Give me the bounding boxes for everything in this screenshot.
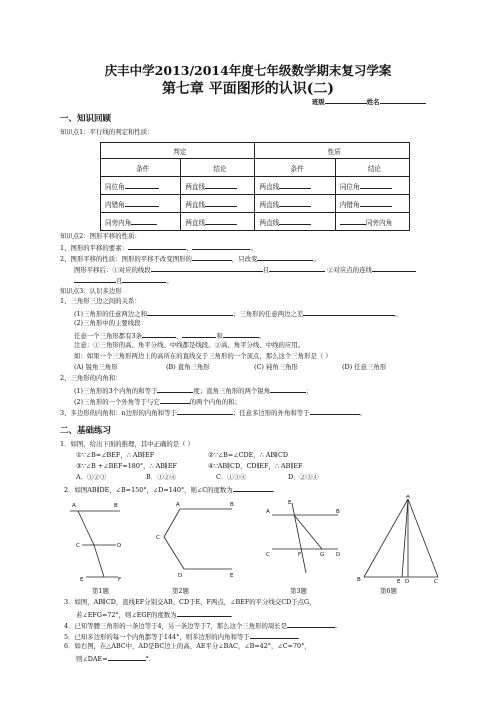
svg-text:B: B <box>230 502 234 508</box>
table-cell: 两直线 <box>259 218 280 227</box>
chapter-title: 第七章 平面图形的认识(二) <box>161 81 335 97</box>
kp3-line-polygon: 3、多边形的内角和：n边形的内角和等于 ；任意多边形的外角和等于 。 <box>60 409 366 417</box>
kp2-line-3: 图形平移后：①对应的线段 且 ②对应点的连线 <box>74 264 416 275</box>
kp2-line-4: 且 。 <box>74 275 173 286</box>
table-cell: 两直线 <box>185 218 206 227</box>
kp3-heading: 知识点3：认识多边形 <box>60 287 122 295</box>
table-cell: 同位角 <box>339 182 360 191</box>
svg-text:E: E <box>397 579 401 585</box>
svg-text:D: D <box>405 579 410 585</box>
svg-text:A: A <box>176 502 180 508</box>
kp3-line-2: (1)三角形的任意两边之和 ；三角形的任意两边之差 。 <box>74 310 402 318</box>
table-row <box>101 195 410 213</box>
svg-text:B: B <box>114 503 118 509</box>
exercise-3: 3．如图，AB∥CD，直线EF分别交AB、CD于E、F两点，∠BEF的平分线交CD于点G， <box>64 598 316 606</box>
svg-text:E: E <box>80 577 84 583</box>
figure-6 <box>357 495 438 585</box>
kp2-heading: 知识点2：图形平移的性质： <box>60 232 141 240</box>
table-cell: 同旁内角 <box>105 218 132 227</box>
exercise-1-items-a: ①∵∠B=∠BEF，∴ AB∥EF ②∵∠B=∠CDE，∴ AB∥CD <box>76 451 288 459</box>
svg-text:C: C <box>156 535 160 541</box>
figure-3 <box>266 500 340 573</box>
svg-text:A: A <box>266 509 270 515</box>
table-row <box>101 213 410 231</box>
table-sub-condition: 条件 <box>101 159 181 177</box>
exercise-1-choices: A．①②③ B．①②④ C．①③④ D．②③④ <box>76 473 319 481</box>
figure-2 <box>156 502 234 579</box>
kp1-heading: 知识点1：平行线的判定和性质： <box>60 128 154 136</box>
kp3-line-angle-sum: (1)三角形的3个内角的和等于 度；直角三角形的两个锐角 ； <box>74 387 313 395</box>
svg-text:D: D <box>117 543 122 549</box>
figure-1 <box>70 503 121 583</box>
kp3-line-4: 任意一个三角形都有3条 、 和 。 <box>74 332 266 340</box>
svg-text:C: C <box>76 543 80 549</box>
table-cell: 两直线 <box>185 182 206 191</box>
table-head-judge: 判定 <box>101 143 255 159</box>
kp3-note: 注意：①三角形的高、角平分线、中线都是线段。②高、角平分线、中线的应用。 <box>74 341 305 349</box>
exercise-1-items-b: ③∵∠B +∠BEF=180°，∴ AB∥EF ④∵AB∥CD，CD∥EF，∴ AB∥EF <box>76 462 303 470</box>
exercise-6-cont: 则∠DAE= °. <box>76 655 151 663</box>
svg-text:E: E <box>230 573 234 579</box>
exercise-3-cont: 若∠EFG=72°，则∠EGF的度数为 . <box>76 611 233 619</box>
svg-text:B: B <box>357 577 361 583</box>
class-name-line <box>312 96 426 107</box>
page-title: 庆丰中学2013/2014年度七年级数学期末复习学案 <box>104 63 392 78</box>
exercise-4: 4．已知等腰三角形的一条边等于4，另一条边等于7，那么这个三角形的周长是 . <box>64 622 338 630</box>
table-cell: 内错角 <box>339 200 360 209</box>
name-label: 姓名 <box>366 98 380 106</box>
kp3-line-exterior: (2)三角形的一个外角等于与它 的两个内角的和； <box>74 398 241 406</box>
table-cell: 两直线 <box>259 182 280 191</box>
kp2-line-1: 1、图形的平移的要素： 、 。 <box>60 244 257 252</box>
section-basic-practice: 二、基础练习 <box>60 426 112 436</box>
table-cell: 两直线 <box>259 200 280 209</box>
kp3-example: 如：如果一个三角形两边上的高所在的直线交于三角形的一个顶点，那么这个三角形是（ ） <box>74 352 332 360</box>
kp3-options: (A) 锐角三角形 (B) 直角三角形 (C) 钝角三角形 (D) 任意三角形 <box>74 363 387 371</box>
table-cell: 两直线 <box>185 200 206 209</box>
svg-text:C: C <box>434 579 438 585</box>
kp2-line-2: 2、图形平移的性质：图形的平移不改变图形的 ，只改变 。 <box>60 255 320 263</box>
table-row <box>101 177 410 195</box>
class-label: 班级 <box>312 98 325 106</box>
exercise-5: 5．已知多边形的每一个内角都等于144°，则多边形的内角和等于 . <box>64 633 300 641</box>
figures-row <box>60 495 440 587</box>
figure-captions: 第1题 第2题 第3题 第6题 <box>92 587 397 595</box>
svg-text:F: F <box>118 577 122 583</box>
parallel-lines-table <box>100 142 410 231</box>
table-head-property: 性质 <box>255 143 410 159</box>
table-sub-conclusion: 结论 <box>181 159 255 177</box>
exercise-2: 2．如图AB∥DE，∠B=150°，∠D=140°，则∠C的度数为 . <box>64 486 275 494</box>
svg-text:A: A <box>406 495 410 500</box>
kp3-line-angles: 2、三角形的内角和： <box>60 374 122 382</box>
svg-text:B: B <box>336 509 340 515</box>
table-cell: 同位角 <box>105 182 125 191</box>
table-cell: 同旁内角 <box>365 218 393 227</box>
kp3-line-1: 1、三角形三边之间的关系： <box>60 297 141 305</box>
table-sub-condition: 条件 <box>255 159 335 177</box>
exercise-6: 6．如右图，在△ABC中，AD是BC边上的高，AE平分∠BAC，∠B=42°，∠C=70°， <box>64 642 311 650</box>
svg-text:D: D <box>336 552 341 558</box>
svg-text:F: F <box>298 552 302 558</box>
svg-text:A: A <box>72 503 76 509</box>
kp3-line-3: (2)三角形中的主要线段： <box>74 319 147 327</box>
table-cell: 内错角 <box>105 200 125 209</box>
exercise-1: 1．如图，给出下面的推理，其中正确的是（ ） <box>60 440 194 448</box>
svg-text:D: D <box>178 573 183 579</box>
svg-text:G: G <box>320 552 325 558</box>
table-sub-conclusion: 结论 <box>335 159 409 177</box>
svg-text:E: E <box>288 500 292 506</box>
svg-text:C: C <box>266 552 270 558</box>
section-knowledge-review: 一、知识回顾 <box>60 114 112 124</box>
